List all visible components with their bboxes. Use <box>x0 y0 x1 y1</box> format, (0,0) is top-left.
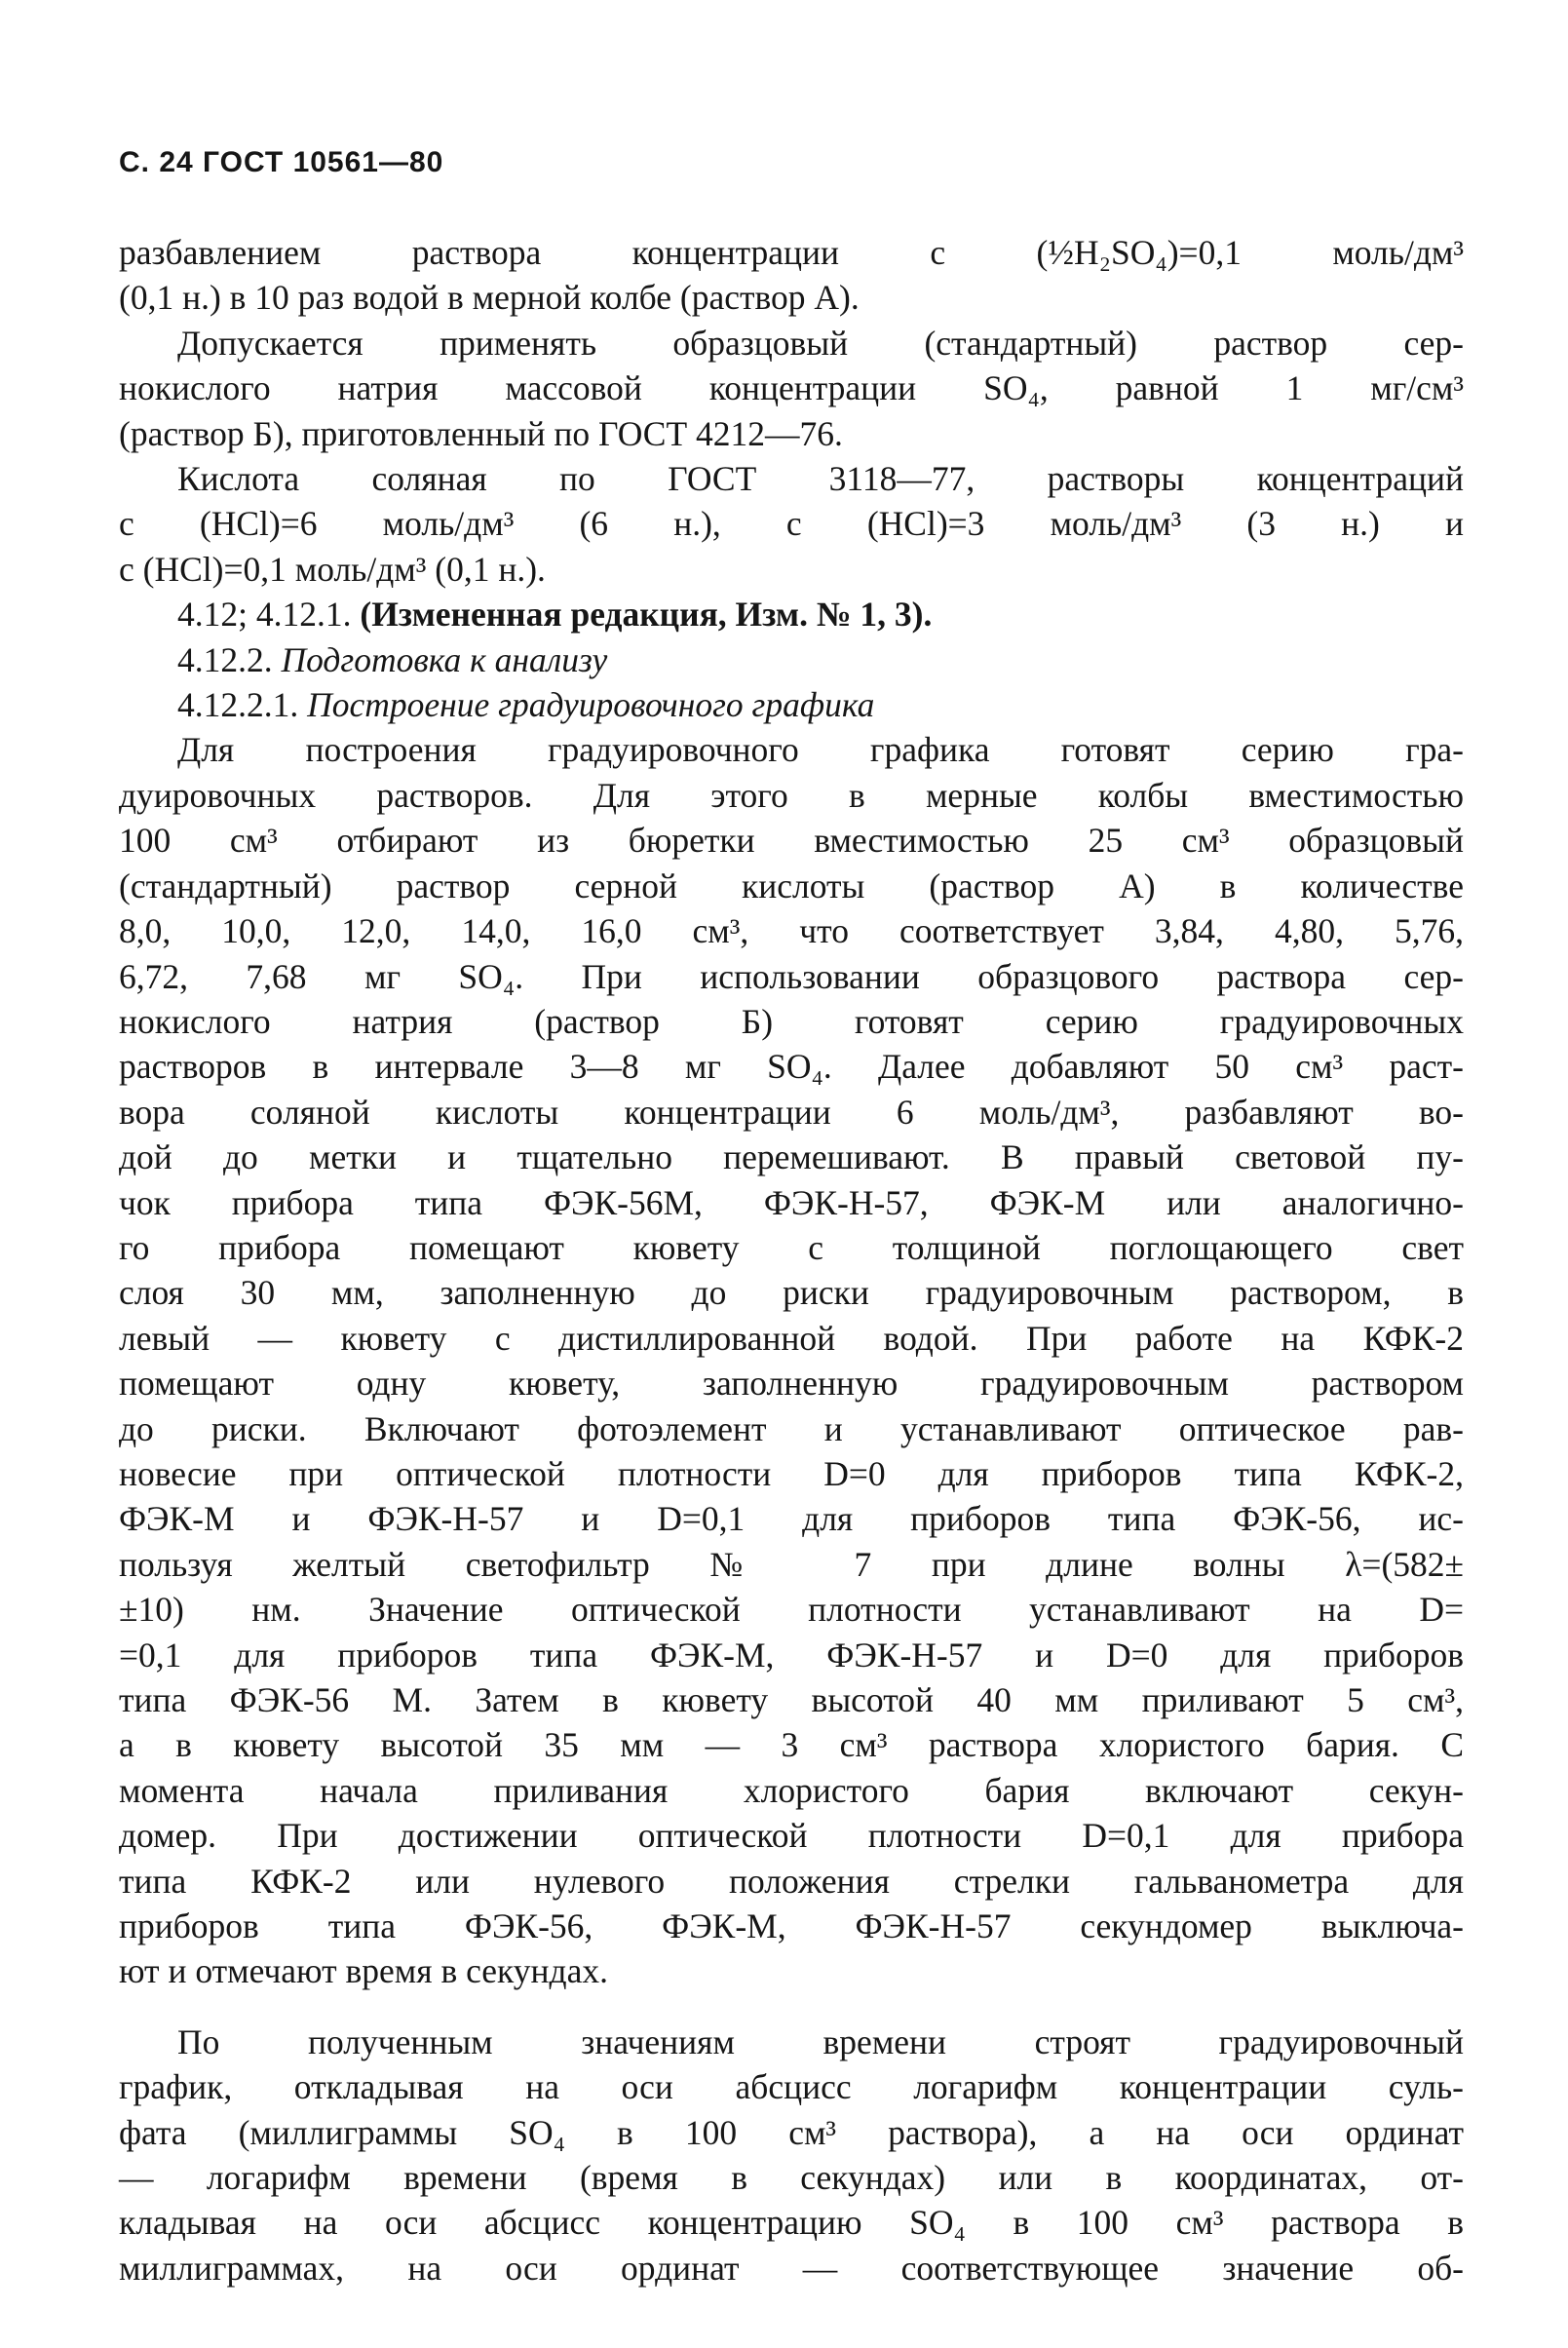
clause-number: 4.12.2. <box>177 639 273 679</box>
section-heading-preparation <box>119 637 1464 682</box>
revision-note <box>119 592 1464 636</box>
text-line: 6,72, 7,68 мг SO₄. При использовании образцового раствора сер- <box>119 956 1464 996</box>
text-line: c (HCl)=6 моль/дм³ (6 н.), c (HCl)=3 моль/дм³ (3 н.) и <box>119 504 1464 544</box>
text-line: По полученным значениям времени строят градуировочный <box>177 2021 1464 2061</box>
text-line: приборов типа ФЭК-56, ФЭК-М, ФЭК-Н-57 секундомер выключа- <box>119 1906 1464 1946</box>
section-title: Подготовка к анализу <box>281 639 608 679</box>
text-line: (0,1 н.) в 10 раз водой в мерной колбе (раствор А). <box>119 278 860 318</box>
text-line: слоя 30 мм, заполненную до риски градуировочным раствором, в <box>119 1273 1464 1313</box>
paragraph-plotting <box>119 2020 1464 2290</box>
paragraph-dilution <box>119 230 1464 321</box>
text-line: ют и отмечают время в секундах. <box>119 1951 608 1991</box>
text-line: дуировочных растворов. Для этого в мерные колбы вместимостью <box>119 775 1464 815</box>
text-line: фата (миллиграммы SO₄ в 100 см³ раствора), а на оси ординат <box>119 2112 1464 2152</box>
text-line: чок прибора типа ФЭК-56М, ФЭК-Н-57, ФЭК-М или аналогично- <box>119 1182 1464 1222</box>
section-title: Построение градуировочного графика <box>307 685 875 725</box>
text-line: c (HCl)=0,1 моль/дм³ (0,1 н.). <box>119 549 546 589</box>
paragraph-hydrochloric-acid <box>119 456 1464 592</box>
text-line: вора соляной кислоты концентрации 6 моль/дм³, разбавляют во- <box>119 1092 1464 1132</box>
clause-number: 4.12.2.1. <box>177 685 299 725</box>
text-line: ФЭК-М и ФЭК-Н-57 и D=0,1 для приборов типа ФЭК-56, ис- <box>119 1499 1464 1539</box>
text-line: 8,0, 10,0, 12,0, 14,0, 16,0 см³, что соответствует 3,84, 4,80, 5,76, <box>119 911 1464 951</box>
text-line: =0,1 для приборов типа ФЭК-М, ФЭК-Н-57 и D=0 для приборов <box>119 1635 1464 1674</box>
text-line: Для построения градуировочного графика готовят серию гра- <box>177 730 1464 770</box>
text-line: Кислота соляная по ГОСТ 3118—77, растворы концентраций <box>177 459 1464 499</box>
text-line: нокислого натрия массовой концентрации SO₄, равной 1 мг/см³ <box>119 368 1464 408</box>
text-line: растворов в интервале 3—8 мг SO₄. Далее добавляют 50 см³ раст- <box>119 1047 1464 1087</box>
text-line: новесие при оптической плотности D=0 для приборов типа КФК-2, <box>119 1453 1464 1493</box>
text-line: помещают одну кювету, заполненную градуировочным раствором <box>119 1364 1464 1404</box>
text-line: типа КФК-2 или нулевого положения стрелки гальванометра для <box>119 1861 1464 1901</box>
text-line: домер. При достижении оптической плотности D=0,1 для прибора <box>119 1816 1464 1856</box>
text-line: момента начала приливания хлористого бария включают секун- <box>119 1770 1464 1810</box>
text-line: дой до метки и тщательно перемешивают. В правый световой пу- <box>119 1137 1464 1177</box>
text-line: го прибора помещают кювету с толщиной поглощающего свет <box>119 1227 1464 1267</box>
document-body <box>119 230 1464 2290</box>
paragraph-sodium-sulfate <box>119 321 1464 456</box>
text-line: Допускается применять образцовый (стандартный) раствор сер- <box>177 323 1464 363</box>
text-line: миллиграммах, на оси ординат — соответствующее значение об- <box>119 2248 1464 2288</box>
text-line: график, откладывая на оси абсцисс логарифм концентрации суль- <box>119 2067 1464 2107</box>
text-line: пользуя желтый светофильтр № 7 при длине волны λ=(582± <box>119 1544 1464 1584</box>
text-line: разбавлением раствора концентрации c (½H₂SO₄)=0,1 моль/дм³ <box>119 233 1464 272</box>
text-line: левый — кювету с дистиллированной водой. При работе на КФК-2 <box>119 1318 1464 1358</box>
text-line: типа ФЭК-56 М. Затем в кювету высотой 40 мм приливают 5 см³, <box>119 1680 1464 1719</box>
text-line: а в кювету высотой 35 мм — 3 см³ раствора хлористого бария. С <box>119 1725 1464 1765</box>
running-head: С. 24 ГОСТ 10561—80 <box>119 146 444 178</box>
text-line: — логарифм времени (время в секундах) или в координатах, от- <box>119 2158 1464 2198</box>
text-line: ±10) нм. Значение оптической плотности устанавливают на D= <box>119 1590 1464 1630</box>
clause-number: 4.12; 4.12.1. <box>177 595 352 635</box>
text-line: кладывая на оси абсцисс концентрацию SO₄ в 100 см³ раствора в <box>119 2203 1464 2243</box>
section-heading-calibration <box>119 682 1464 727</box>
text-line: до риски. Включают фотоэлемент и устанавливают оптическое рав- <box>119 1408 1464 1448</box>
text-line: нокислого натрия (раствор Б) готовят серию градуировочных <box>119 1001 1464 1041</box>
text-line: (раствор Б), приготовленный по ГОСТ 4212—76. <box>119 413 843 453</box>
paragraph-calibration-procedure <box>119 727 1464 1993</box>
text-line: 100 см³ отбирают из бюретки вместимостью 25 см³ образцовый <box>119 821 1464 861</box>
text-line: (стандартный) раствор серной кислоты (раствор А) в количестве <box>119 866 1464 905</box>
revision-text: (Измененная редакция, Изм. № 1, 3). <box>360 595 933 635</box>
